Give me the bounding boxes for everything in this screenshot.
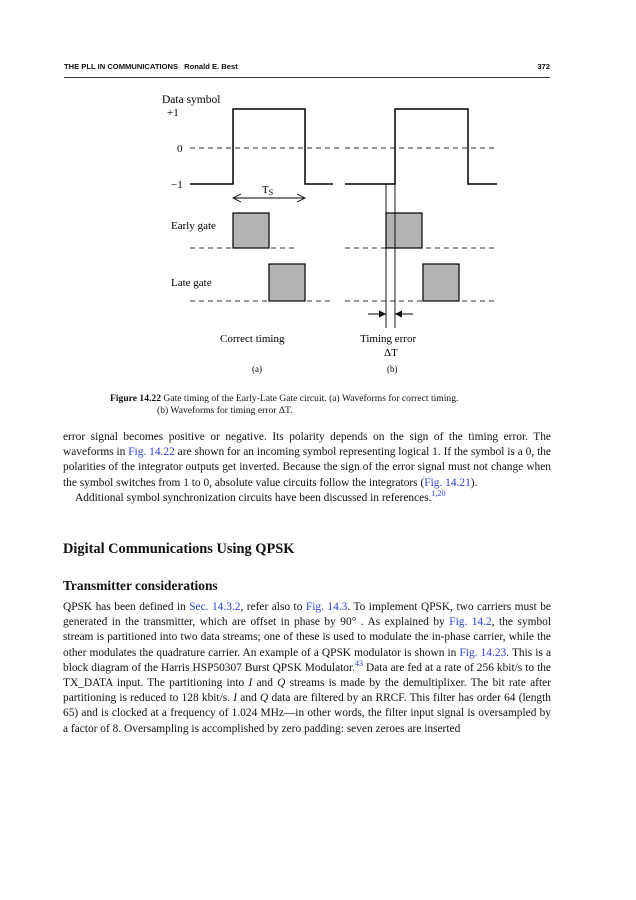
paragraph-3: QPSK has been defined in Sec. 14.3.2, refer also to Fig. 14.3. To implement QPSK, two carriers must be generated in the transmitter, which are offset in phase by 90° . As explained by Fig. 14.2, the symbol stream is partitioned into two data streams; one of these is used to modulate the in-phase carrier, while the other modulates the quadrature carrier. An example of a QPSK modulator is shown in Fig. 14.23. This is a block diagram of the Harris HSP50307 Burst QPSK Modulator.$^{43}$ Data are fed at a rate of 256 kbit/s to the TX_DATA input. The partitioning into I and Q streams is made by the demultiplixer. The bit rate after partitioning is reduced to 128 kbit/s. I and Q data are filtered by an RRCF. This filter has order 64 (length 65) and is clocked at a frequency of 1.024 MHz—in other words, the filter input signal is oversampled by a factor of 8. Oversampling is accomplished by zero padding: seven zeroes are inserted	[63, 601, 552, 735]
paragraph-2: Additional symbol synchronization circuits have been discussed in references.$^{1,20}$	[75, 489, 446, 504]
data-symbol-waveform-b	[345, 109, 497, 184]
fig-14-2-link[interactable]: Fig. 14.2	[449, 616, 492, 629]
panel-b-label: (b)	[387, 364, 398, 374]
plus-one-label: +1	[167, 107, 179, 119]
data-symbol-label: Data symbol	[162, 94, 221, 106]
fig-14-3-link[interactable]: Fig. 14.3	[305, 601, 348, 613]
figure-caption	[110, 393, 550, 417]
late-gate-pulse-b	[423, 264, 459, 301]
section-title: Digital Communications Using QPSK	[63, 541, 295, 557]
early-gate-pulse-b	[386, 213, 422, 248]
caption-label: Figure 14.22	[110, 393, 161, 404]
fig-14-21-link[interactable]: Fig. 14.21	[424, 476, 471, 489]
panel-a-label: (a)	[252, 364, 262, 374]
fig-14-22-link[interactable]: Fig. 14.22	[128, 446, 175, 459]
subsection-title: Transmitter considerations	[63, 578, 218, 593]
delta-t-label: ΔT	[384, 347, 398, 359]
zero-label: 0	[177, 143, 183, 155]
header-author: Ronald E. Best	[184, 62, 238, 71]
ts-label: TS	[262, 184, 274, 197]
data-symbol-waveform-a	[190, 109, 333, 184]
timing-error-label: Timing error	[360, 333, 417, 345]
caption-line-2: (b) Waveforms for timing error ΔT.	[157, 405, 293, 416]
early-gate-pulse-a	[233, 213, 269, 248]
body-paragraphs-top	[63, 430, 551, 506]
late-gate-label: Late gate	[171, 277, 212, 289]
ref-20-link[interactable]: 20	[437, 489, 446, 499]
figure-14-22	[0, 0, 636, 390]
page-number: 372	[537, 62, 550, 71]
timing-error-arrowhead-right	[395, 311, 402, 318]
paragraph-1: error signal becomes positive or negative. Its polarity depends on the sign of the timing error. The waveforms in Fig. 14.22 are shown for an incoming symbol representing logical 1. If the symbol is a 0, the polarities of the integrator outputs get inverted. Because the sign of the error signal must not change when the symbol switches from 1 to 0, absolute value circuits follow the integrators (Fig. 14.21).	[63, 431, 551, 489]
ref-43-link[interactable]: 43	[355, 659, 363, 669]
caption-line-1: Gate timing of the Early-Late Gate circuit. (a) Waveforms for correct timing.	[161, 393, 459, 404]
late-gate-pulse-a	[269, 264, 305, 301]
ref-1-link[interactable]: 1	[431, 489, 436, 499]
sec-14-3-2-link[interactable]: Sec. 14.3.2	[189, 601, 241, 613]
body-paragraph-bottom	[63, 600, 551, 737]
early-gate-label: Early gate	[171, 220, 216, 232]
correct-timing-label: Correct timing	[220, 333, 285, 345]
minus-one-label: −1	[171, 179, 183, 191]
fig-14-23-link[interactable]: Fig. 14.23	[459, 646, 507, 659]
header-title: THE PLL IN COMMUNICATIONS	[64, 62, 179, 71]
timing-error-arrowhead-left	[379, 311, 386, 318]
